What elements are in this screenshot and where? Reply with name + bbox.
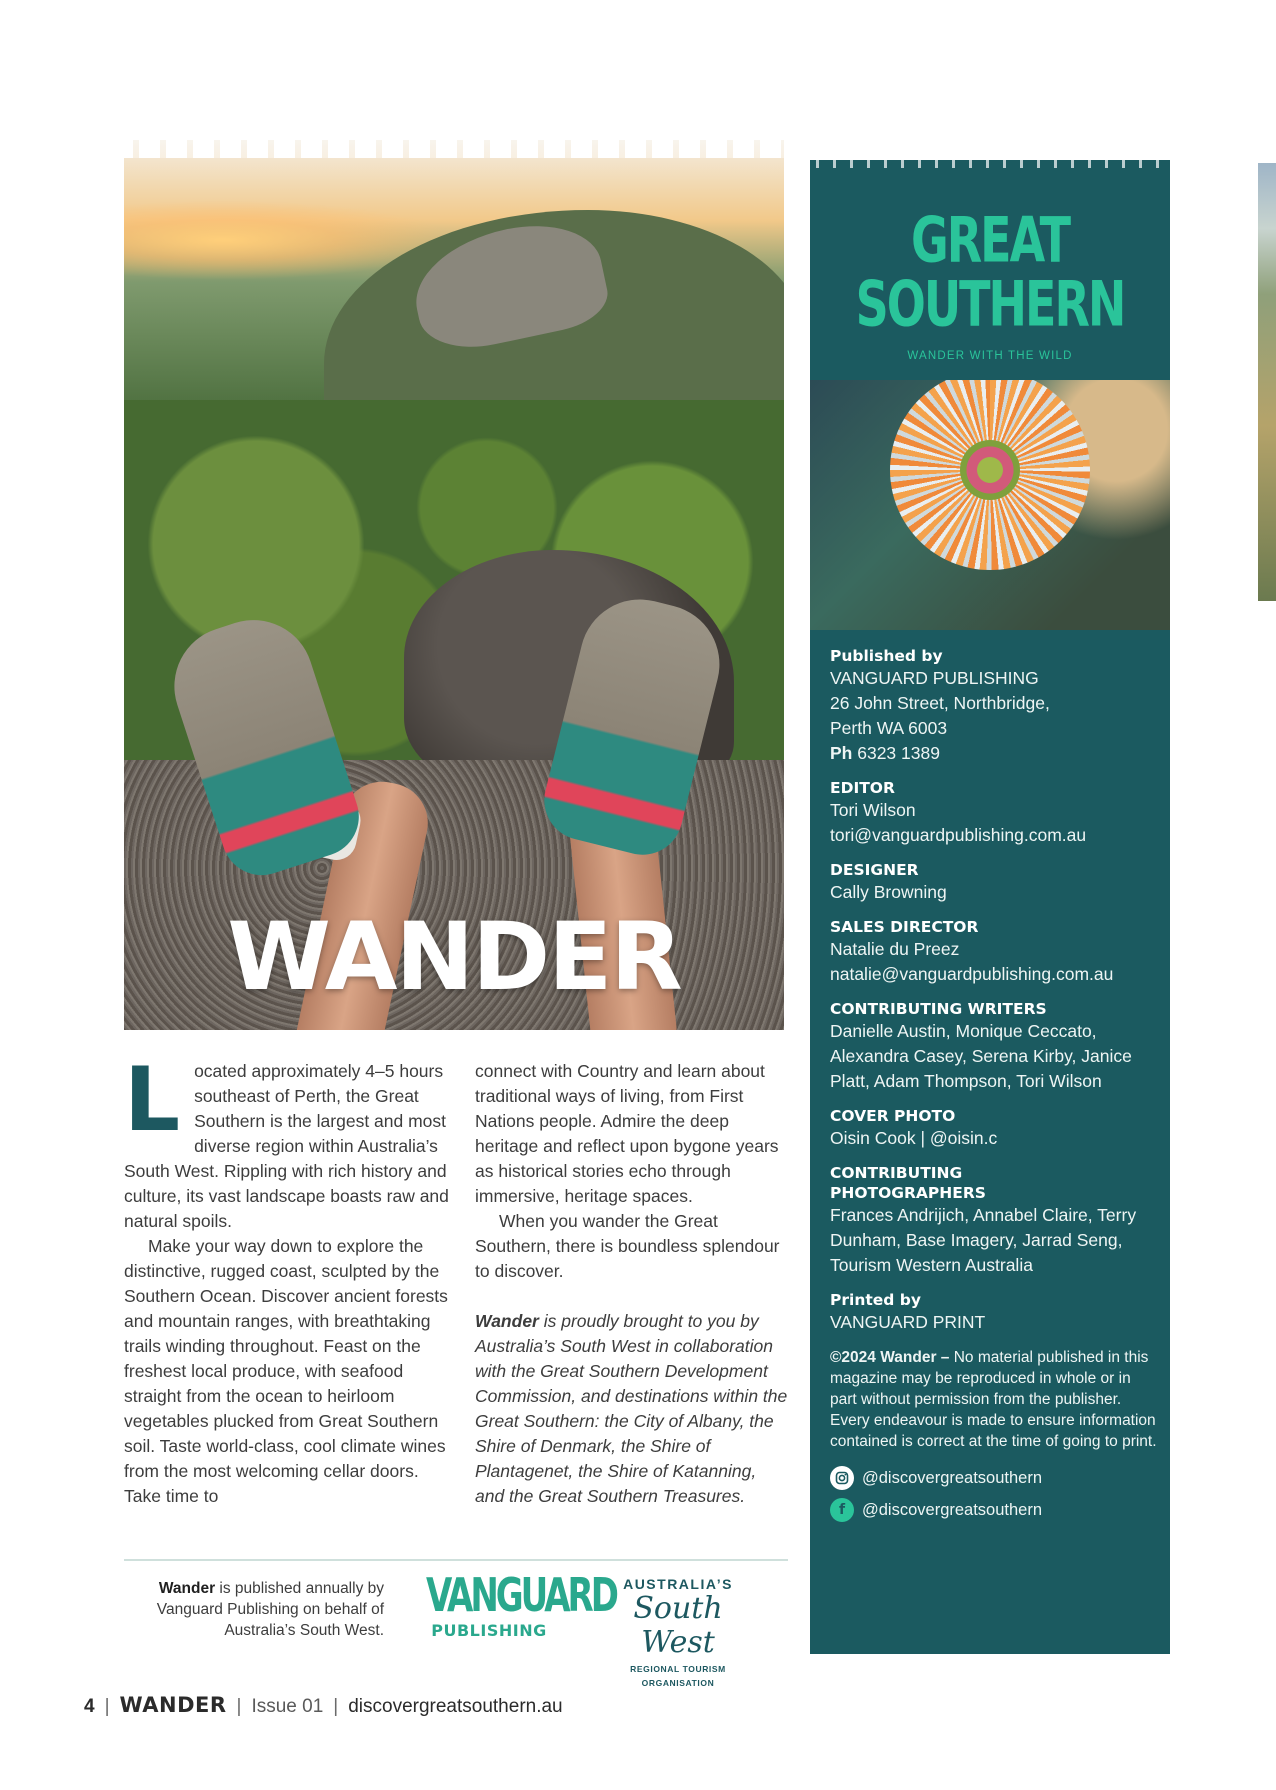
facebook-icon: f xyxy=(830,1498,854,1522)
footer-separator: | xyxy=(104,1696,110,1717)
phone-label: Ph xyxy=(830,743,853,763)
writers-heading: CONTRIBUTING WRITERS xyxy=(830,1000,1047,1018)
cover-photo-credit: Oisin Cook | @oisin.c xyxy=(830,1128,998,1148)
collaboration-note-text: is proudly brought to you by Australia’s South West in collaboration with the Great Southern Development Commission, and destinations within the Great Southern: the City of Albany, the Shire of Denmark, the Shire of Plantagenet, the Shire of Katanning, and the Great Southern Treasures. xyxy=(475,1311,788,1506)
photographers-heading-1: CONTRIBUTING xyxy=(830,1164,963,1182)
facebook-link[interactable] xyxy=(830,1496,1160,1524)
writers-names: Danielle Austin, Monique Ceccato, Alexandra Casey, Serena Kirby, Janice Platt, Adam Thompson, Tori Wilson xyxy=(830,1021,1132,1091)
asw-logo-line-2: ORGANISATION xyxy=(641,1678,715,1688)
hero-photo xyxy=(124,140,784,1030)
intro-paragraph-1-text: ocated approximately 4–5 hours southeast of Perth, the Great Southern is the largest and most diverse region within Australia’s South West. Rippling with rich history and culture, its vast landscape boasts raw and natural spoils. xyxy=(124,1061,449,1231)
published-note-text: is published annually by Vanguard Publishing on behalf of Australia’s South West. xyxy=(156,1580,384,1639)
footer-url[interactable]: discovergreatsouthern.au xyxy=(348,1696,563,1717)
publisher-street: 26 John Street, Northbridge, xyxy=(830,693,1050,713)
editor-block xyxy=(830,778,1160,848)
asw-logo-line-1: REGIONAL TOURISM xyxy=(630,1664,726,1674)
vanguard-publishing-logo xyxy=(426,1569,616,1640)
page-number: 4 xyxy=(84,1696,95,1717)
photographers-names: Frances Andrijich, Annabel Claire, Terry Dunham, Base Imagery, Jarrad Seng, Tourism Western Australia xyxy=(830,1205,1137,1275)
sales-email[interactable]: natalie@vanguardpublishing.com.au xyxy=(830,964,1114,984)
cover-photo-block xyxy=(830,1106,1160,1151)
footer-magazine-name: WANDER xyxy=(119,1693,227,1717)
sales-block xyxy=(830,917,1160,987)
collaboration-note xyxy=(475,1309,790,1509)
printed-by-block xyxy=(830,1290,1160,1335)
australias-south-west-logo xyxy=(598,1576,758,1688)
vanguard-logo-top: VANGUARD xyxy=(426,1569,616,1623)
intro-paragraph-3: connect with Country and learn about traditional ways of living, from First Nations people. Admire the deep heritage and reflect upon bygone years as historical stories echo through immersive, heritage spaces. xyxy=(475,1061,779,1206)
published-by-block xyxy=(830,646,1160,766)
intro-paragraph-4: When you wander the Great Southern, there is boundless splendour to discover. xyxy=(475,1211,780,1281)
published-by-heading: Published by xyxy=(830,647,943,665)
copyright-body: No material published in this magazine may be reproduced in whole or in part without permission from the publisher. Every endeavour is made to ensure information contained is correct at the time of going to print. xyxy=(830,1349,1157,1450)
banksia-flower-photo xyxy=(810,380,1170,630)
photographers-block xyxy=(830,1163,1160,1278)
phone-number[interactable]: 6323 1389 xyxy=(852,743,940,763)
copyright-text xyxy=(830,1347,1160,1452)
masthead-sidebar xyxy=(810,168,1170,1654)
designer-name: Cally Browning xyxy=(830,882,947,902)
sales-heading: SALES DIRECTOR xyxy=(830,918,979,936)
divider-rule xyxy=(124,1559,788,1561)
designer-block xyxy=(830,860,1160,905)
article-column-2 xyxy=(475,1059,790,1509)
instagram-icon xyxy=(830,1466,854,1490)
collaboration-note-title: Wander xyxy=(475,1311,539,1331)
logo-line-2: SOUTHERN xyxy=(855,267,1125,341)
instagram-link[interactable] xyxy=(830,1464,1160,1492)
publisher-phone xyxy=(830,741,1160,766)
logo-line-1: GREAT xyxy=(910,203,1069,277)
intro-paragraph-2: Make your way down to explore the distinctive, rugged coast, sculpted by the Southern Ocean. Discover ancient forests and mountain ranges, with breathtaking trails winding throughout. Feast on the freshest local produce, with seafood straight from the ocean to heirloom vegetables plucked from Great Southern soil. Taste world-class, cool climate wines from the most welcoming cellar doors. Take time to xyxy=(124,1236,448,1506)
editor-heading: EDITOR xyxy=(830,779,895,797)
flower-center xyxy=(960,440,1020,500)
publisher-city: Perth WA 6003 xyxy=(830,718,948,738)
editor-name: Tori Wilson xyxy=(830,800,916,820)
publisher-name: VANGUARD PUBLISHING xyxy=(830,668,1039,688)
printer-name: VANGUARD PRINT xyxy=(830,1312,986,1332)
torn-edge xyxy=(124,140,784,158)
cover-photo-heading: COVER PHOTO xyxy=(830,1107,956,1125)
designer-heading: DESIGNER xyxy=(830,861,919,879)
published-note-title: Wander xyxy=(158,1580,216,1597)
article-column-1 xyxy=(124,1048,454,1509)
logo-tagline: WANDER WITH THE WILD xyxy=(907,350,1073,362)
page-footer xyxy=(84,1693,563,1718)
copyright-block xyxy=(830,1347,1160,1452)
writers-block xyxy=(830,999,1160,1094)
dropcap: L xyxy=(124,1048,181,1151)
instagram-handle[interactable]: @discovergreatsouthern xyxy=(862,1469,1043,1487)
footer-separator: | xyxy=(333,1696,339,1717)
photographers-heading-2: PHOTOGRAPHERS xyxy=(830,1184,986,1202)
published-note xyxy=(124,1578,384,1641)
copyright-label: ©2024 Wander – xyxy=(830,1349,950,1366)
sales-name: Natalie du Preez xyxy=(830,939,960,959)
footer-issue: Issue 01 xyxy=(251,1696,324,1717)
asw-logo-top: AUSTRALIA’S xyxy=(623,1576,733,1592)
vanguard-logo-bottom: PUBLISHING xyxy=(431,1621,547,1640)
adjacent-page-photo-edge xyxy=(1258,163,1276,601)
asw-logo-script: South West xyxy=(633,1591,723,1660)
editor-email[interactable]: tori@vanguardpublishing.com.au xyxy=(830,825,1087,845)
footer-separator: | xyxy=(236,1696,242,1717)
masthead-credits xyxy=(830,646,1160,1524)
torn-edge xyxy=(810,160,1170,172)
printed-by-heading: Printed by xyxy=(830,1291,921,1309)
intro-paragraph-1 xyxy=(124,1048,454,1234)
great-southern-logo xyxy=(810,203,1170,362)
hero-title: WANDER xyxy=(227,903,681,1012)
facebook-handle[interactable]: @discovergreatsouthern xyxy=(862,1501,1043,1519)
